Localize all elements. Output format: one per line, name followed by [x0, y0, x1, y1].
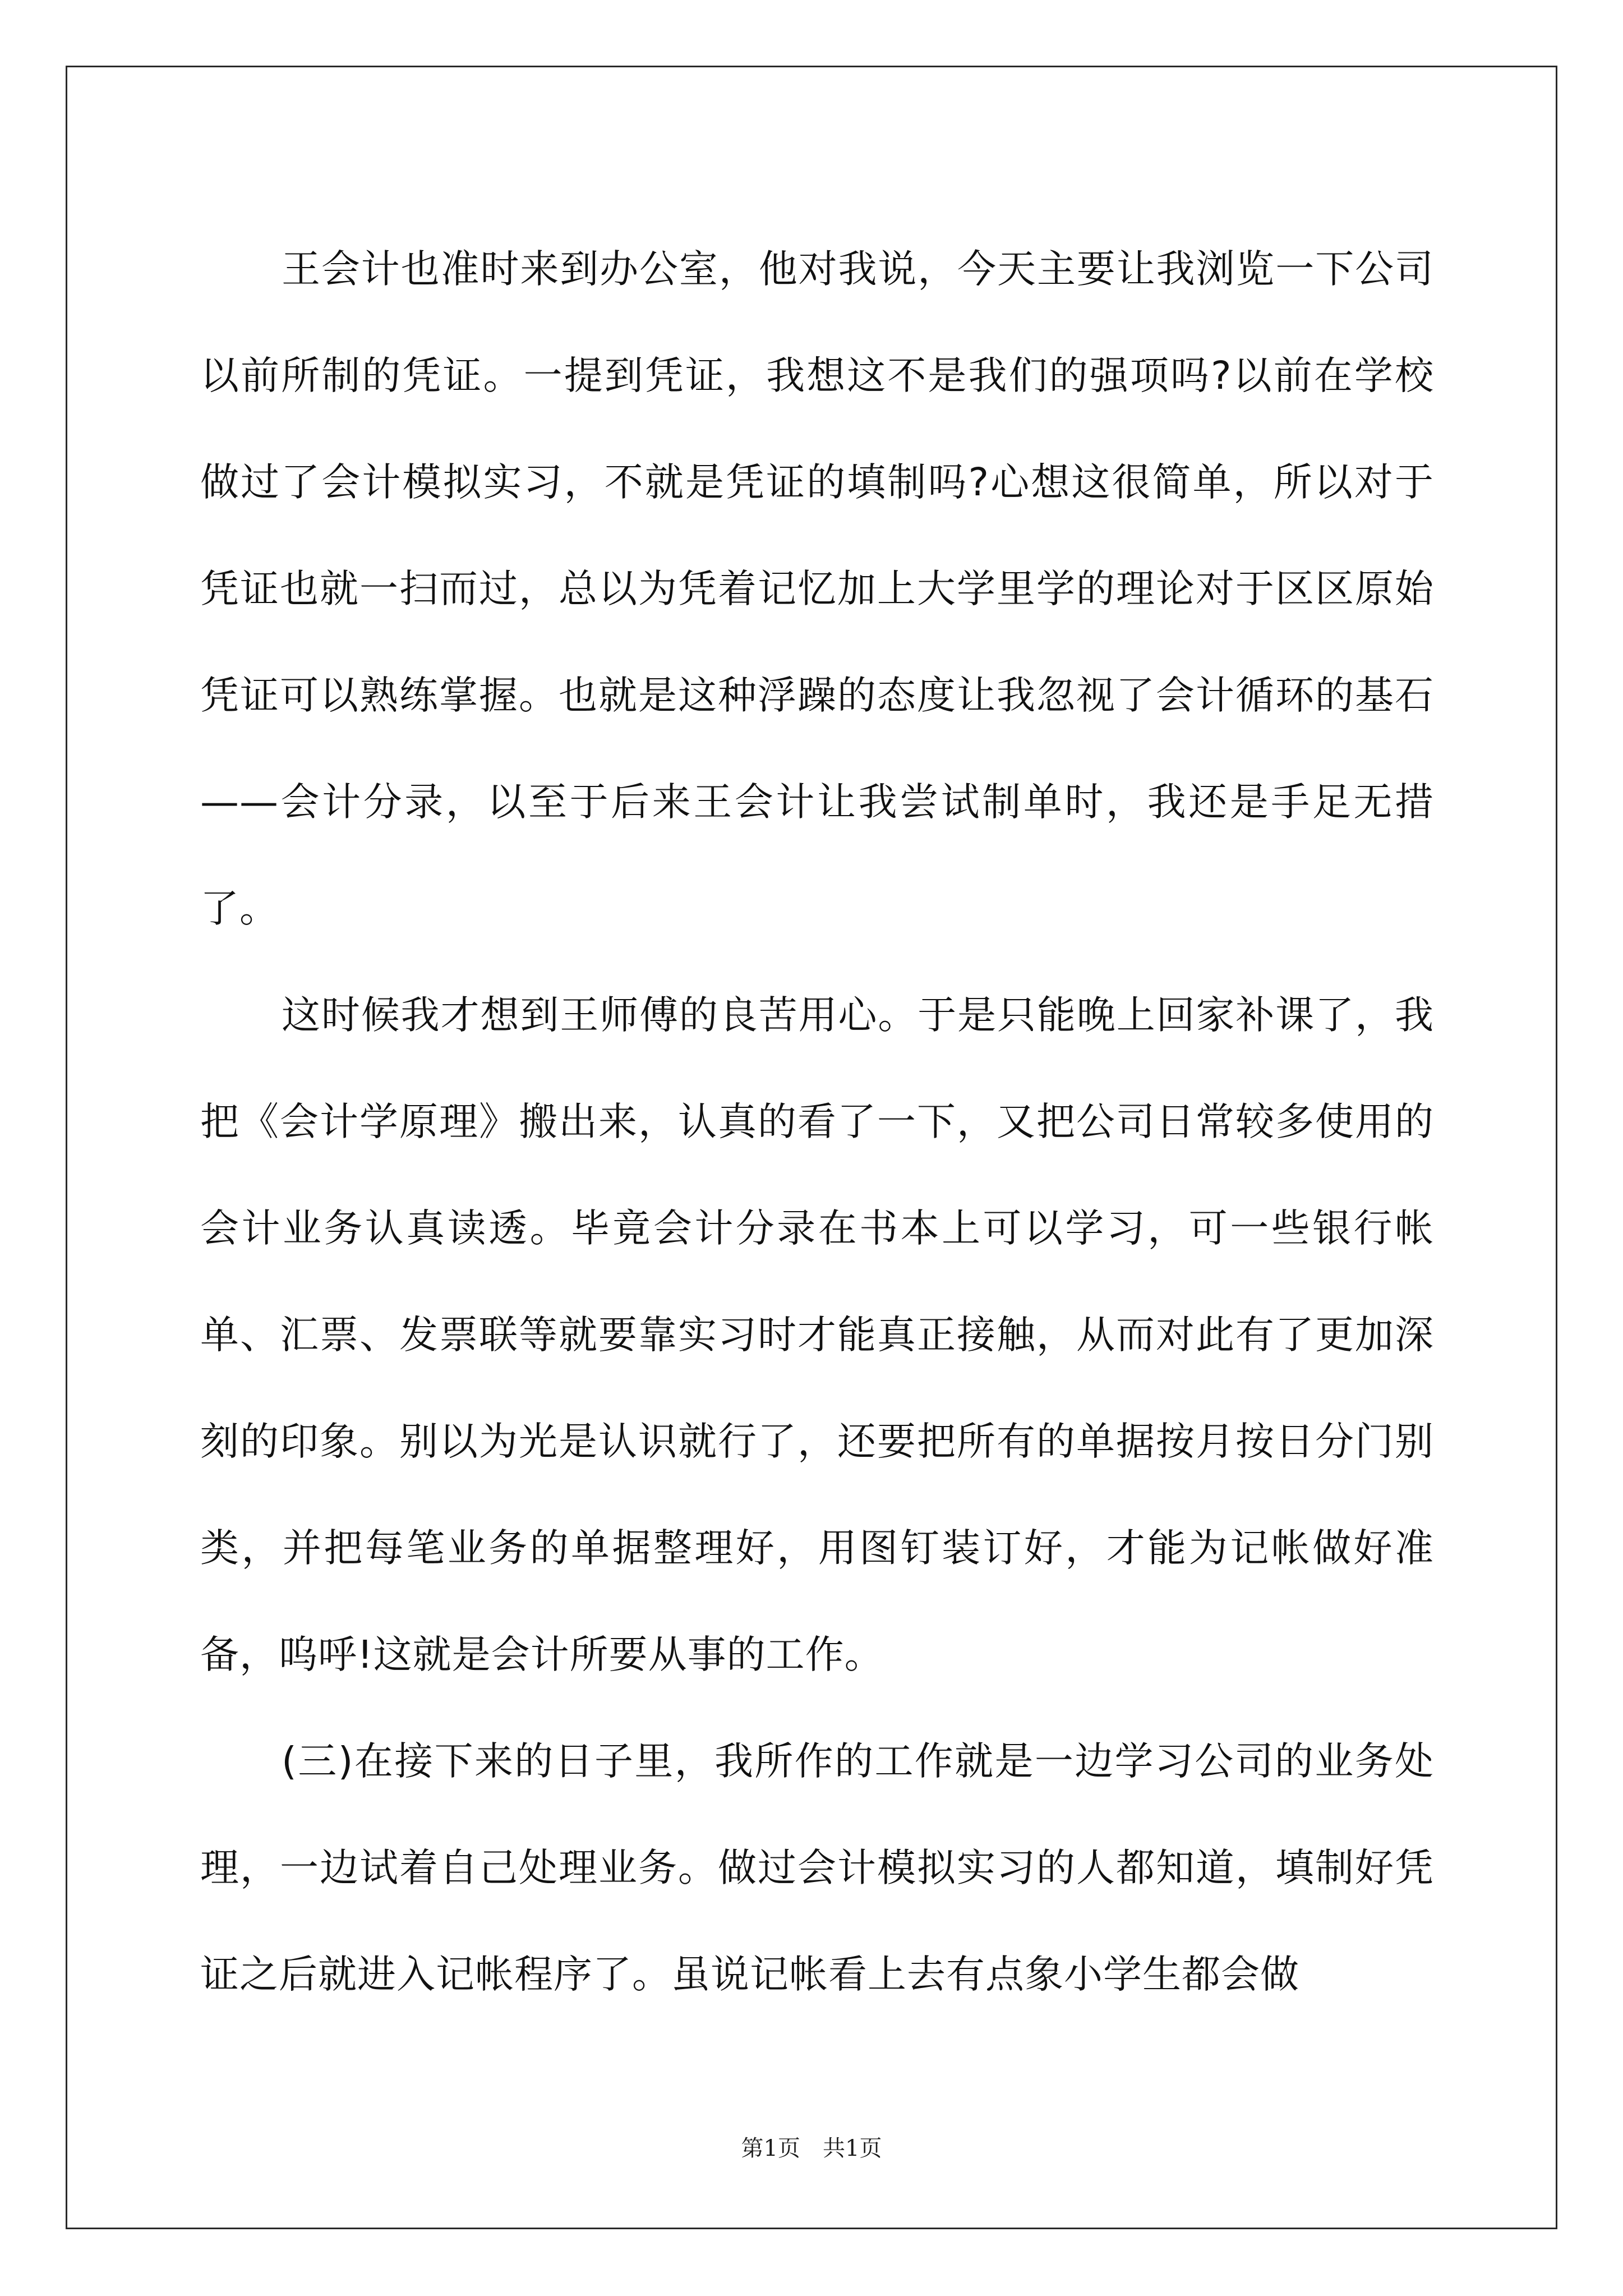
paragraph-2: 这时候我才想到王师傅的良苦用心。于是只能晚上回家补课了，我把《会计学原理》搬出来，认真的看了一下，又把公司日常较多使用的会计业务认真读透。毕竟会计分录在书本上可以学习，可一些银行帐单、汇票、发票联等就要靠实习时才能真正接触，从而对此有了更加深刻的印象。别以为光是认识就行了，还要把所有的单据按月按日分门别类，并把每笔业务的单据整理好，用图钉装订好，才能为记帐做好准备，呜呼!这就是会计所要从事的工作。: [200, 993, 1434, 1677]
page-total: 共1页: [823, 2136, 882, 2161]
paragraph-1: 王会计也准时来到办公室，他对我说，今天主要让我浏览一下公司以前所制的凭证。一提到凭证，我想这不是我们的强项吗?以前在学校做过了会计模拟实习，不就是凭证的填制吗?心想这很简单，所以对于凭证也就一扫而过，总以为凭着记忆加上大学里学的理论对于区区原始凭证可以熟练掌握。也就是这种浮躁的态度让我忽视了会计循环的基石——会计分录，以至于后来王会计让我尝试制单时，我还是手足无措了。: [200, 247, 1434, 931]
paragraph-3: (三)在接下来的日子里，我所作的工作就是一边学习公司的业务处理，一边试着自己处理业务。做过会计模拟实习的人都知道，填制好凭证之后就进入记帐程序了。虽说记帐看上去有点象小学生都会做: [200, 1739, 1434, 1997]
page-footer: [0, 2132, 1623, 2165]
document-body: [200, 216, 1434, 2028]
page-number: 第1页: [741, 2136, 800, 2161]
